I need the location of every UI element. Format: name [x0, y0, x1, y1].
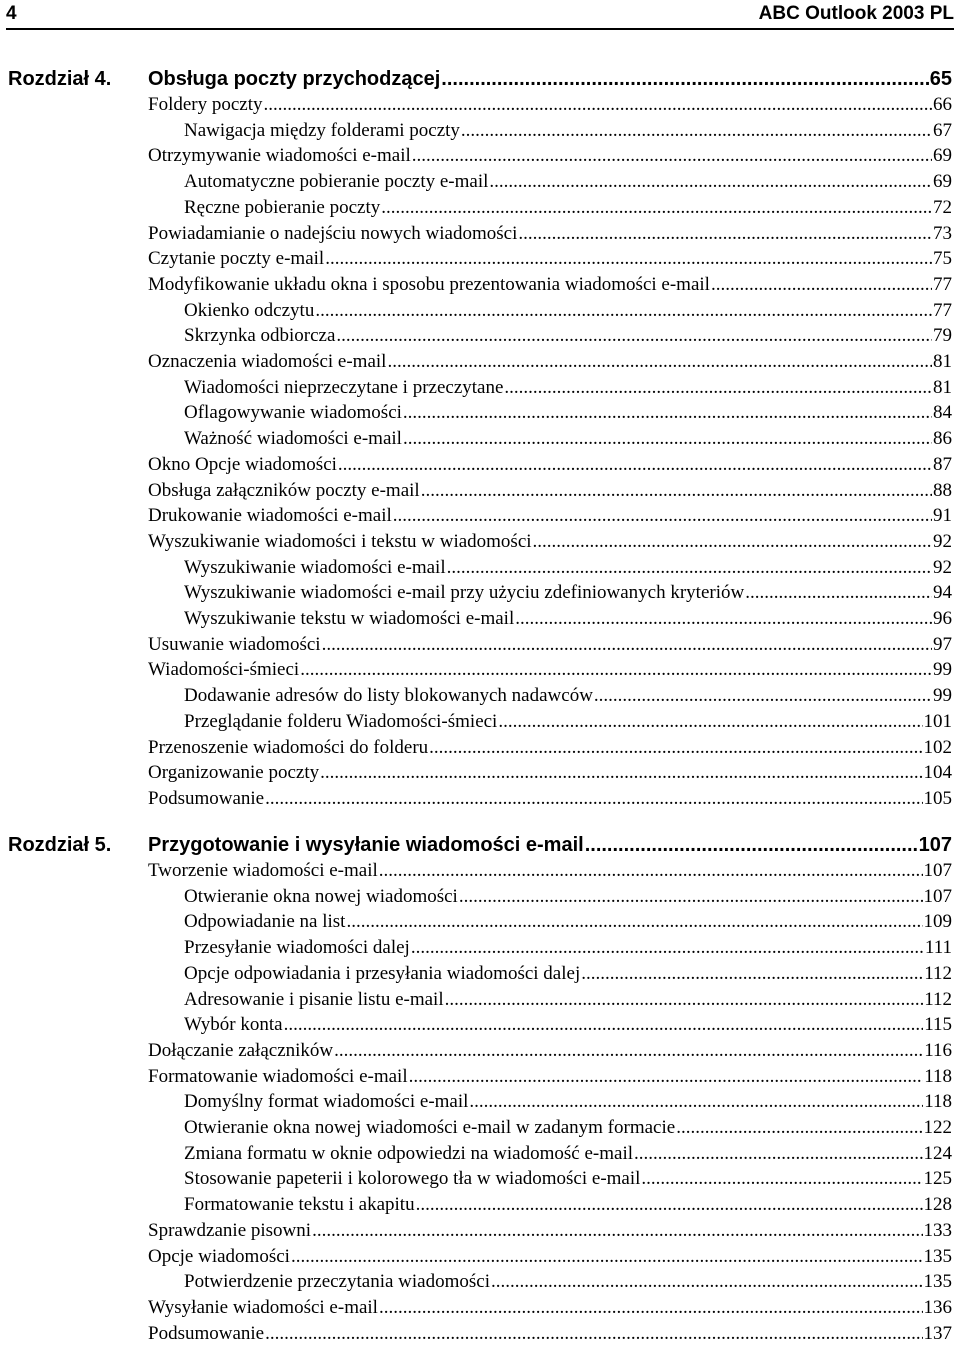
dot-leader: [498, 709, 922, 735]
entry-page: 81: [933, 376, 952, 398]
entry-title: Automatyczne pobieranie poczty e-mail: [184, 171, 489, 193]
dot-leader: [469, 1089, 923, 1115]
toc-entry[interactable]: [148, 1038, 952, 1064]
dot-leader: [515, 606, 932, 632]
toc-subentry[interactable]: [184, 909, 952, 935]
toc-entry[interactable]: [148, 735, 952, 761]
toc-entry[interactable]: [148, 760, 952, 786]
entry-title: Wyszukiwanie wiadomości i tekstu w wiadomości: [148, 530, 532, 552]
entry-page: 66: [933, 94, 952, 115]
entry-page: 115: [924, 1014, 952, 1036]
dot-leader: [581, 961, 923, 987]
dot-leader: [403, 426, 932, 452]
toc-entry[interactable]: [148, 858, 952, 884]
entry-page: 112: [924, 988, 952, 1010]
toc-subentry[interactable]: [184, 884, 952, 910]
toc-entry[interactable]: [148, 478, 952, 504]
chapter-title: Przygotowanie i wysyłanie wiadomości e-mail: [148, 834, 584, 856]
toc-entry[interactable]: [148, 143, 952, 169]
entry-page: 94: [933, 582, 952, 604]
toc-entry[interactable]: [148, 221, 952, 247]
entry-title: Podsumowanie: [148, 1322, 265, 1344]
toc-subentry[interactable]: [184, 580, 952, 606]
dot-leader: [320, 760, 922, 786]
entry-title: Okno Opcje wiadomości: [148, 453, 337, 475]
dot-leader: [461, 118, 932, 144]
entry-title: Wiadomości nieprzeczytane i przeczytane: [184, 376, 504, 398]
entry-page: 96: [933, 608, 952, 629]
dot-leader: [403, 400, 932, 426]
toc-entry[interactable]: [148, 1321, 952, 1347]
toc-subentry[interactable]: [184, 426, 952, 452]
toc-subentry[interactable]: [184, 709, 952, 735]
entry-title: Powiadamianie o nadejściu nowych wiadomości: [148, 222, 518, 244]
dot-leader: [322, 632, 932, 658]
toc-subentry[interactable]: [184, 935, 952, 961]
chapter-page: 65: [929, 68, 952, 90]
dot-leader: [409, 1064, 924, 1090]
chapter-label: Rozdział 4.: [8, 68, 112, 90]
dot-leader: [300, 657, 932, 683]
entry-page: 133: [923, 1219, 952, 1241]
entry-page: 107: [923, 885, 952, 907]
entry-page: 77: [933, 299, 952, 321]
toc-entry[interactable]: [148, 246, 952, 272]
entry-page: 102: [923, 736, 952, 758]
entry-title: Obsługa załączników poczty e-mail: [148, 479, 420, 501]
entry-title: Formatowanie tekstu i akapitu: [184, 1194, 415, 1216]
entry-title: Otwieranie okna nowej wiadomości: [184, 885, 458, 907]
toc-entry[interactable]: [148, 92, 952, 118]
chapter-page: 107: [918, 834, 952, 856]
toc-subentry[interactable]: [184, 1089, 952, 1115]
dot-leader: [416, 1192, 923, 1218]
entry-page: 86: [933, 428, 952, 450]
dot-leader: [533, 529, 932, 555]
entry-page: 137: [923, 1322, 952, 1344]
entry-page: 99: [933, 685, 952, 707]
toc-subentry[interactable]: [184, 169, 952, 195]
toc-entry[interactable]: [148, 272, 952, 298]
toc-entry[interactable]: [148, 503, 952, 529]
entry-page: 101: [923, 710, 952, 732]
entry-title: Oflagowywanie wiadomości: [184, 402, 402, 424]
entry-page: 67: [933, 119, 952, 141]
entry-title: Wyszukiwanie tekstu w wiadomości e-mail: [184, 608, 515, 629]
page-number: 4: [6, 3, 17, 24]
entry-title: Wyszukiwanie wiadomości e-mail: [184, 556, 446, 578]
chapter-title: Obsługa poczty przychodzącej: [148, 68, 441, 90]
toc-entry[interactable]: [148, 452, 952, 478]
dot-leader: [379, 1295, 923, 1321]
entry-title: Organizowanie poczty: [148, 762, 320, 784]
entry-title: Dodawanie adresów do listy blokowanych nadawców: [184, 685, 593, 707]
entry-title: Czytanie poczty e-mail: [148, 248, 325, 270]
entry-page: 73: [933, 222, 952, 244]
header-rule: [6, 28, 954, 30]
toc-subentry[interactable]: [184, 987, 952, 1013]
dot-leader: [379, 858, 923, 884]
dot-leader: [585, 830, 918, 860]
entry-page: 77: [933, 273, 952, 295]
dot-leader: [489, 169, 932, 195]
chapter-heading[interactable]: [148, 830, 952, 860]
entry-title: Domyślny format wiadomości e-mail: [184, 1091, 469, 1113]
entry-page: 109: [923, 911, 952, 933]
dot-leader: [312, 1218, 922, 1244]
entry-page: 75: [933, 248, 952, 270]
toc-entry[interactable]: [148, 349, 952, 375]
entry-title: Foldery poczty: [148, 94, 263, 115]
dot-leader: [745, 580, 932, 606]
toc-entry[interactable]: [148, 529, 952, 555]
dot-leader: [429, 735, 922, 761]
toc-subentry[interactable]: [184, 1115, 952, 1141]
toc-subentry[interactable]: [184, 1269, 952, 1295]
toc-entry[interactable]: [148, 1295, 952, 1321]
dot-leader: [447, 555, 932, 581]
toc-subentry[interactable]: [184, 195, 952, 221]
entry-page: 84: [933, 402, 952, 424]
dot-leader: [265, 786, 922, 812]
dot-leader: [334, 1038, 923, 1064]
entry-page: 118: [924, 1065, 952, 1087]
entry-title: Modyfikowanie układu okna i sposobu prezentowania wiadomości e-mail: [148, 273, 710, 295]
dot-leader: [264, 92, 932, 118]
entry-title: Wysyłanie wiadomości e-mail: [148, 1296, 378, 1318]
toc-entry[interactable]: [148, 786, 952, 812]
toc-subentry[interactable]: [184, 1192, 952, 1218]
entry-page: 128: [923, 1194, 952, 1216]
dot-leader: [594, 683, 932, 709]
entry-page: 136: [923, 1296, 952, 1318]
entry-title: Adresowanie i pisanie listu e-mail: [184, 988, 444, 1010]
entry-page: 105: [923, 787, 952, 809]
dot-leader: [393, 503, 932, 529]
toc-subentry[interactable]: [184, 606, 952, 632]
dot-leader: [459, 884, 923, 910]
dot-leader: [387, 349, 932, 375]
entry-page: 81: [933, 351, 952, 372]
dot-leader: [711, 272, 932, 298]
toc-subentry[interactable]: [184, 118, 952, 144]
entry-title: Przesyłanie wiadomości dalej: [184, 937, 410, 959]
entry-title: Podsumowanie: [148, 787, 265, 809]
dot-leader: [325, 246, 932, 272]
entry-page: 107: [923, 860, 952, 881]
toc-entry[interactable]: [148, 1244, 952, 1270]
dot-leader: [518, 221, 932, 247]
toc-subentry[interactable]: [184, 555, 952, 581]
entry-title: Drukowanie wiadomości e-mail: [148, 505, 392, 527]
toc-subentry[interactable]: [184, 1141, 952, 1167]
dot-leader: [445, 987, 924, 1013]
toc-subentry[interactable]: [184, 400, 952, 426]
entry-title: Potwierdzenie przeczytania wiadomości: [184, 1271, 490, 1293]
toc-subentry[interactable]: [184, 1166, 952, 1192]
entry-title: Otrzymywanie wiadomości e-mail: [148, 145, 411, 167]
entry-page: 99: [933, 659, 952, 681]
entry-title: Stosowanie papeterii i kolorowego tła w wiadomości e-mail: [184, 1168, 641, 1190]
entry-title: Dołączanie załączników: [148, 1039, 334, 1061]
entry-title: Formatowanie wiadomości e-mail: [148, 1065, 408, 1087]
dot-leader: [291, 1244, 923, 1270]
dot-leader: [421, 478, 932, 504]
entry-page: 91: [933, 505, 952, 527]
entry-page: 104: [923, 762, 952, 784]
entry-title: Przenoszenie wiadomości do folderu: [148, 736, 429, 758]
entry-title: Wiadomości-śmieci: [148, 659, 300, 681]
entry-title: Wybór konta: [184, 1014, 283, 1036]
toc-subentry[interactable]: [184, 1012, 952, 1038]
entry-title: Usuwanie wiadomości: [148, 633, 321, 655]
entry-title: Opcje wiadomości: [148, 1245, 290, 1267]
entry-title: Ręczne pobieranie poczty: [184, 196, 381, 218]
entry-page: 118: [924, 1091, 952, 1113]
entry-page: 124: [923, 1142, 952, 1164]
entry-page: 79: [933, 325, 952, 347]
dot-leader: [284, 1012, 924, 1038]
entry-page: 135: [923, 1245, 952, 1267]
chapter-label: Rozdział 5.: [8, 834, 112, 856]
entry-page: 97: [933, 633, 952, 655]
entry-page: 92: [933, 556, 952, 578]
toc-entry[interactable]: [148, 632, 952, 658]
toc-subentry[interactable]: [184, 298, 952, 324]
entry-page: 112: [924, 962, 952, 984]
dot-leader: [346, 909, 922, 935]
entry-page: 116: [924, 1039, 952, 1061]
toc-entry[interactable]: [148, 1218, 952, 1244]
entry-title: Nawigacja między folderami poczty: [184, 119, 460, 141]
dot-leader: [412, 143, 932, 169]
dot-leader: [504, 375, 932, 401]
book-title: ABC Outlook 2003 PL: [758, 3, 954, 24]
toc-entry[interactable]: [148, 657, 952, 683]
running-header: [6, 0, 954, 28]
entry-title: Opcje odpowiadania i przesyłania wiadomości dalej: [184, 962, 581, 984]
toc-entry[interactable]: [148, 1064, 952, 1090]
toc-subentry[interactable]: [184, 323, 952, 349]
entry-page: 72: [933, 196, 952, 218]
entry-page: 135: [923, 1271, 952, 1293]
entry-page: 111: [924, 937, 952, 959]
toc-subentry[interactable]: [184, 375, 952, 401]
entry-page: 122: [923, 1117, 952, 1138]
dot-leader: [411, 935, 924, 961]
entry-page: 87: [933, 453, 952, 475]
dot-leader: [315, 298, 932, 324]
entry-title: Wyszukiwanie wiadomości e-mail przy użyciu zdefiniowanych kryteriów: [184, 582, 745, 604]
dot-leader: [641, 1166, 922, 1192]
dot-leader: [676, 1115, 922, 1141]
dot-leader: [441, 64, 928, 94]
dot-leader: [265, 1321, 922, 1347]
dot-leader: [381, 195, 932, 221]
entry-page: 92: [933, 530, 952, 552]
entry-title: Zmiana formatu w oknie odpowiedzi na wiadomość e-mail: [184, 1142, 634, 1164]
toc-subentry[interactable]: [184, 683, 952, 709]
entry-page: 69: [933, 171, 952, 193]
entry-title: Odpowiadanie na list: [184, 911, 346, 933]
entry-title: Ważność wiadomości e-mail: [184, 428, 402, 450]
entry-title: Oznaczenia wiadomości e-mail: [148, 351, 387, 372]
dot-leader: [338, 452, 932, 478]
dot-leader: [634, 1141, 922, 1167]
entry-title: Przeglądanie folderu Wiadomości-śmieci: [184, 710, 498, 732]
entry-title: Otwieranie okna nowej wiadomości e-mail w zadanym formacie: [184, 1117, 676, 1138]
entry-page: 125: [923, 1168, 952, 1190]
entry-title: Tworzenie wiadomości e-mail: [148, 860, 378, 881]
entry-title: Sprawdzanie pisowni: [148, 1219, 312, 1241]
chapter-heading[interactable]: [148, 64, 952, 94]
entry-title: Skrzynka odbiorcza: [184, 325, 336, 347]
dot-leader: [491, 1269, 923, 1295]
entry-page: 69: [933, 145, 952, 167]
entry-page: 88: [933, 479, 952, 501]
toc-subentry[interactable]: [184, 961, 952, 987]
dot-leader: [336, 323, 932, 349]
entry-title: Okienko odczytu: [184, 299, 315, 321]
